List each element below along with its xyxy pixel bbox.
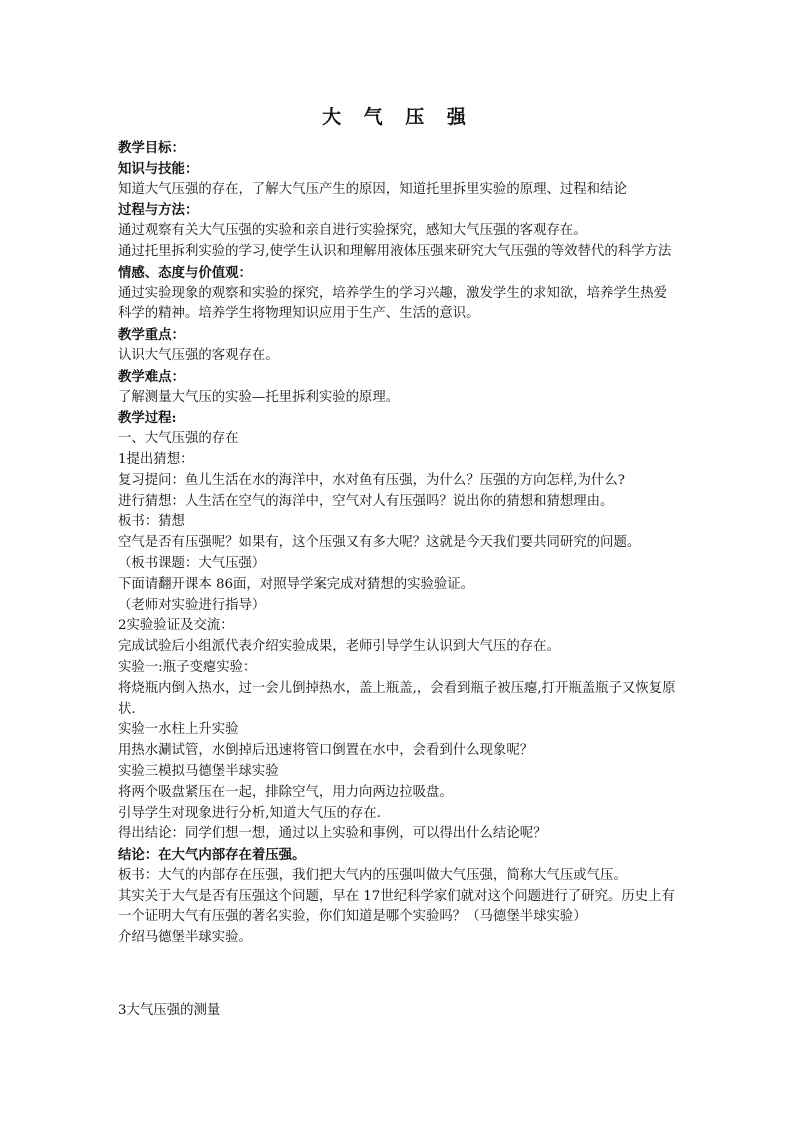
body-line: 板书：猜想 — [118, 514, 185, 530]
body-line: 3大气压强的测量 — [118, 1003, 221, 1019]
blank-line — [118, 965, 678, 985]
body-line: 一、大气压强的存在 — [118, 431, 239, 447]
body-line: 认识大气压强的客观存在。 — [118, 347, 279, 363]
body-line: 实验一水柱上升实验 — [118, 722, 239, 738]
body-line: 通过实验现象的观察和实验的探究，培养学生的学习兴趣，激发学生的求知欲，培养学生热爱科学的精神。培养学生将物理知识应用于生产、生活的意识。 — [118, 285, 668, 322]
section-heading: 教学过程: — [118, 410, 177, 427]
body-line: 下面请翻开课本 86面，对照导学案完成对猜想的实验验证。 — [118, 576, 475, 592]
body-line: 引导学生对现象进行分析,知道大气压的存在. — [118, 805, 381, 821]
section-heading: 知识与技能： — [118, 160, 199, 177]
body-line: 复习提问：鱼儿生活在水的海洋中，水对鱼有压强，为什么？压强的方向怎样,为什么? — [118, 472, 625, 488]
section-heading: 结论：在大气内部存在着压强。 — [118, 847, 306, 864]
body-line: 板书：大气的内部存在压强，我们把大气内的压强叫做大气压强，简称大气压或气压。 — [118, 867, 627, 883]
body-line: 实验三模拟马德堡半球实验 — [118, 763, 279, 779]
body-line: 知道大气压强的存在，了解大气压产生的原因，知道托里拆里实验的原理、过程和结论 — [118, 181, 627, 197]
document-body — [118, 138, 678, 1022]
document-title: 大 气 压 强 — [322, 106, 474, 128]
section-heading: 教学目标： — [118, 140, 185, 156]
body-line: 介绍马德堡半球实验。 — [118, 930, 252, 946]
body-line: 完成试验后小组派代表介绍实验成果，老师引导学生认识到大气压的存在。 — [118, 639, 560, 655]
body-line: 通过托里拆利实验的学习,使学生认识和理解用液体压强来研究大气压强的等效替代的科学方法 — [118, 243, 672, 259]
body-line: 空气是否有压强呢？如果有，这个压强又有多大呢？这就是今天我们要共同研究的问题。 — [118, 535, 641, 551]
document-page — [118, 104, 678, 1022]
section-heading: 过程与方法： — [118, 202, 199, 219]
body-line: 进行猜想：人生活在空气的海洋中，空气对人有压强吗？说出你的猜想和猜想理由。 — [118, 493, 614, 509]
body-line: 通过观察有关大气压强的实验和亲自进行实验探究，感知大气压强的客观存在。 — [118, 223, 587, 239]
section-heading: 情感、态度与价值观： — [118, 264, 252, 281]
section-heading: 教学重点： — [118, 327, 185, 344]
body-line: 实验一:瓶子变瘪实验： — [118, 659, 257, 675]
body-line: 得出结论：同学们想一想，通过以上实验和事例，可以得出什么结论呢？ — [118, 826, 547, 842]
body-line: 其实关于大气是否有压强这个问题，早在 17世纪科学家们就对这个问题进行了研究。历史上有一个证明大气有压强的著名实验，你们知道是哪个实验吗？（马德堡半球实验） — [118, 888, 675, 925]
body-line: （板书课题：大气压强） — [118, 555, 266, 571]
body-line: （老师对实验进行指导） — [118, 597, 266, 613]
body-line: 将烧瓶内倒入热水，过一会儿倒掉热水，盖上瓶盖,，会看到瓶子被压瘪,打开瓶盖瓶子又恢复原状. — [118, 680, 676, 717]
body-line: 了解测量大气压的实验—托里拆利实验的原理。 — [118, 389, 400, 405]
body-line: 用热水涮试管，水倒掉后迅速将管口倒置在水中，会看到什么现象呢？ — [118, 743, 534, 759]
section-heading: 教学难点： — [118, 368, 185, 385]
body-line: 1提出猜想： — [118, 451, 194, 467]
body-line: 将两个吸盘紧压在一起，排除空气，用力向两边拉吸盘。 — [118, 784, 453, 800]
body-line: 2实验验证及交流： — [118, 618, 234, 634]
